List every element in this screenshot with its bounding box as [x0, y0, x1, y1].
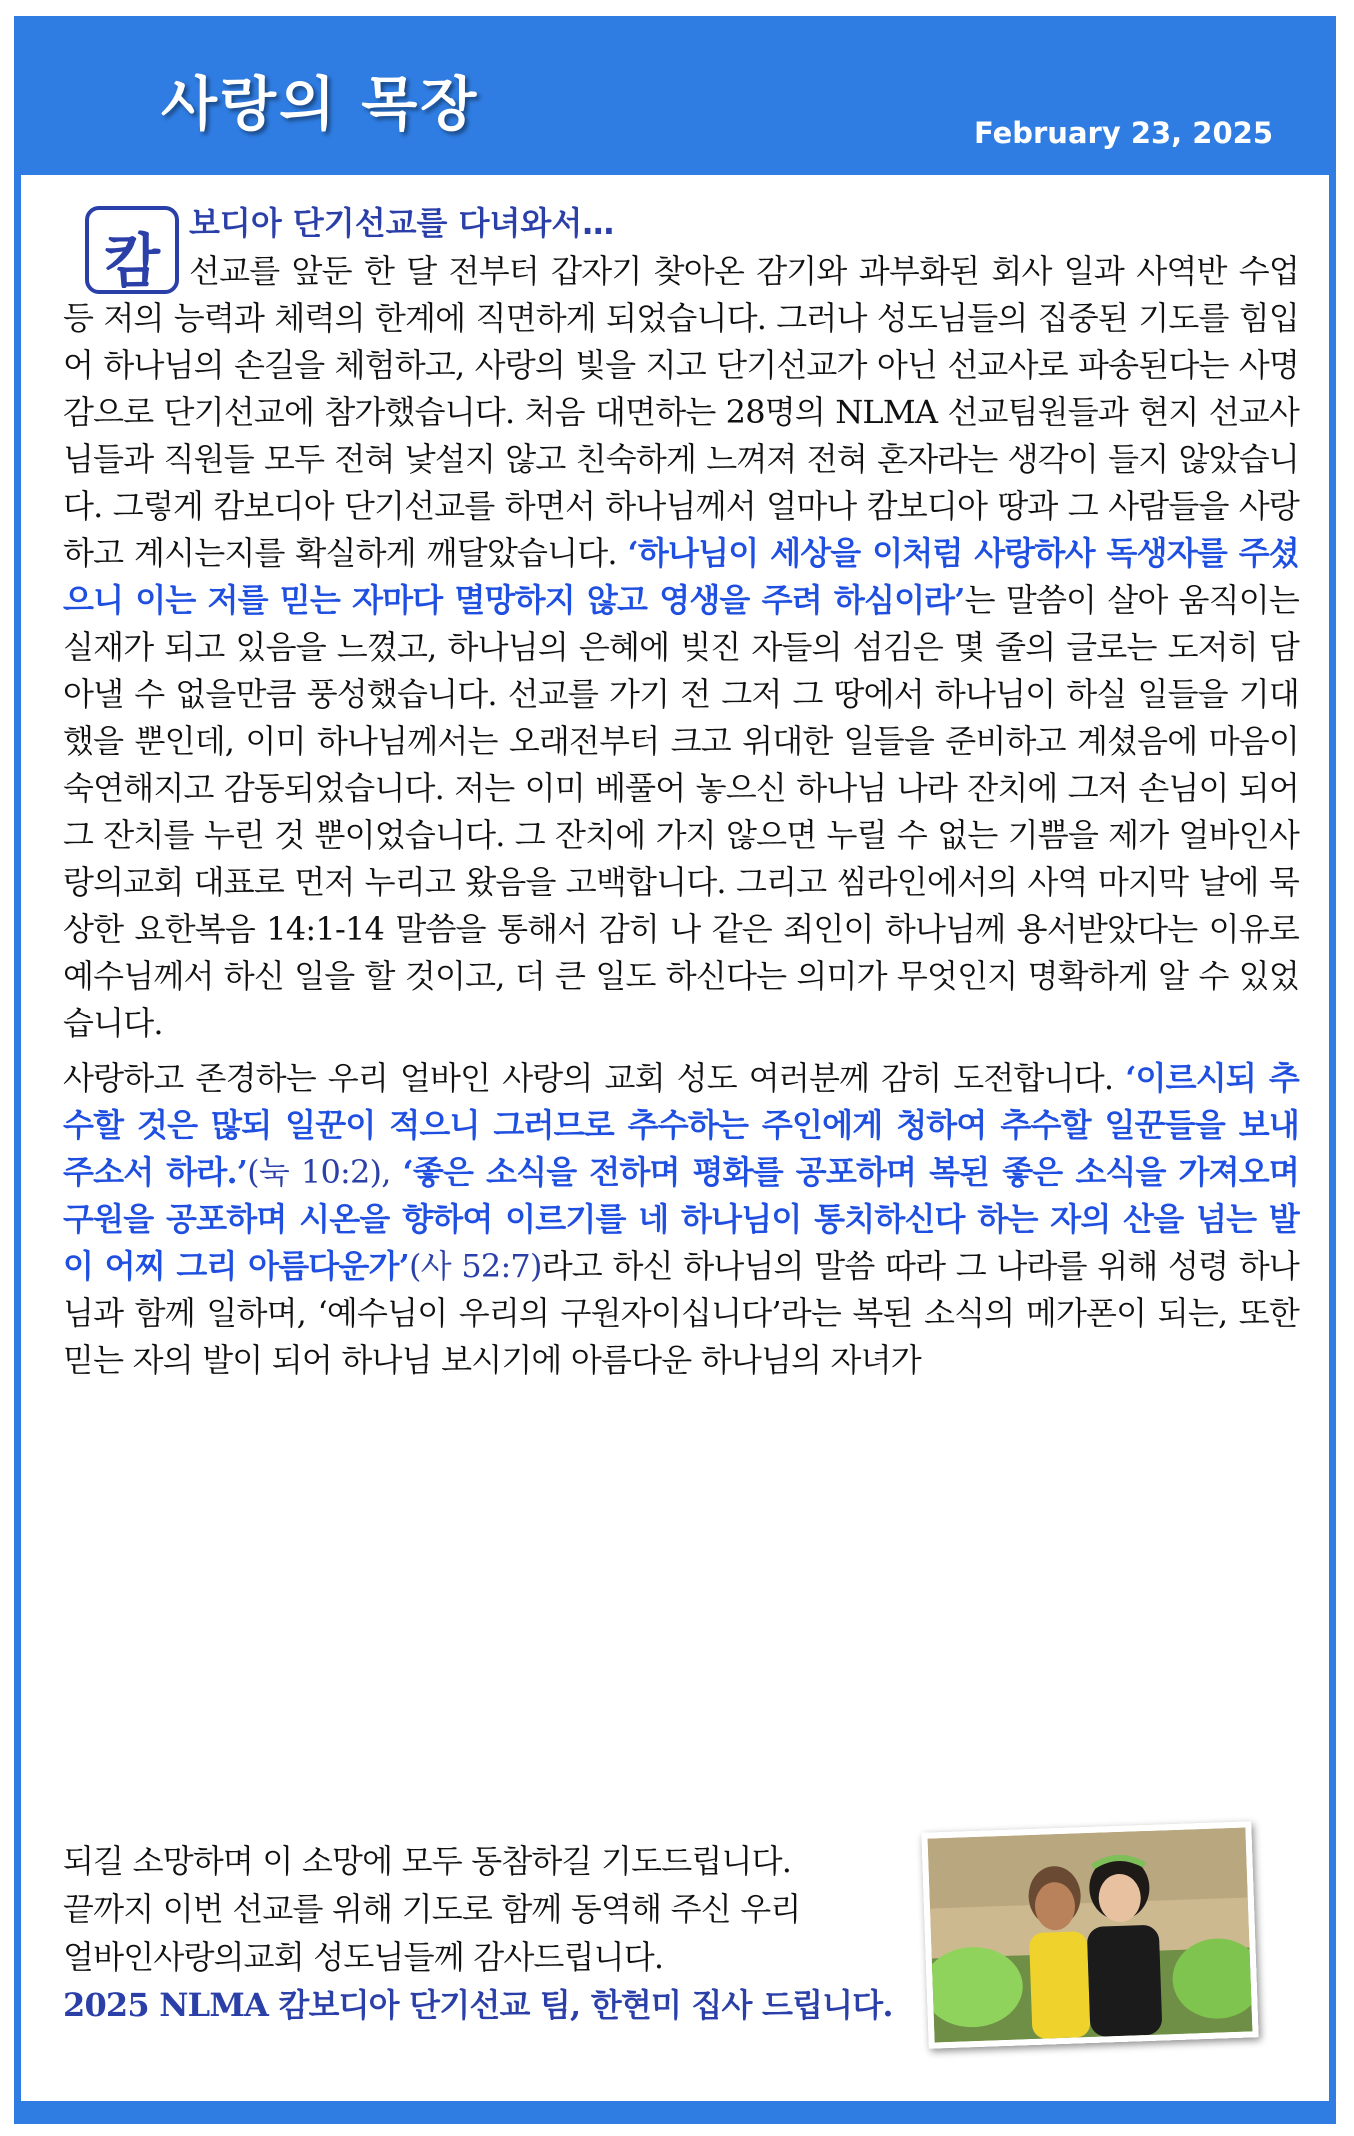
citation-luke: (눅 10:2),	[247, 1153, 403, 1191]
page-title: 사랑의 목장	[161, 70, 480, 138]
footer-band	[21, 2101, 1329, 2117]
article-heading: 보디아 단기선교를 다녀와서…	[189, 204, 615, 242]
page-frame	[14, 16, 1336, 2124]
paragraph-2-text-a: 사랑하고 존경하는 우리 얼바인 사랑의 교회 성도 여러분께 감히 도전합니다.	[63, 1059, 1126, 1097]
photo-illustration	[928, 1828, 1253, 2043]
closing-line-3: 얼바인사랑의교회 성도님들께 감사드립니다.	[63, 1938, 664, 1976]
citation-isaiah: (사 52:7)	[409, 1247, 542, 1285]
scripture-quote-luke: ‘이르시되 추수할 것은 많되 일꾼이 적으니 그러므로 추수하는 주인에게 청하여 추수할 일꾼들을 보내 주소서 하라.’	[63, 1059, 1299, 1191]
paragraph-1-text-b: 는 말씀이 살아 움직이는 실재가 되고 있음을 느꼈고, 하나님의 은혜에 빚진 자들의 섬김은 몇 줄의 글로는 도저히 담아낼 수 없을만큼 풍성했습니다. 선교를 가기 전 그저 그 땅에서 하나님이 하실 일들을 기대했을 뿐인데, 이미 하나님께서는 오래전부터 크고 위대한 일들을 준비하고 계셨음에 마음이 숙연해지고 감동되었습니다. 저는 이미 베풀어 놓으신 하나님 나라 잔치에 그저 손님이 되어 그 잔치를 누린 것 뿐이었습니다. 그 잔치에 가지 않으면 누릴 수 없는 기쁨을 제가 얼바인사랑의교회 대표로 먼저 누리고 왔음을 고백합니다. 그리고 씸라인에서의 사역 마지막 날에 묵상한 요한복음 14:1-14 말씀을 통해서 감히 나 같은 죄인이 하나님께 용서받았다는 이유로 예수님께서 하신 일을 할 것이고, 더 큰 일도 하신다는 의미가 무엇인지 명확하게 알 수 있었습니다.	[63, 581, 1300, 1042]
closing-line-2: 끝까지 이번 선교를 위해 기도로 함께 동역해 주신 우리	[63, 1890, 801, 1928]
closing-line-1: 되길 소망하며 이 소망에 모두 동참하길 기도드립니다.	[63, 1842, 792, 1880]
closing-block	[63, 1837, 923, 2029]
paragraph-1	[63, 248, 1299, 1047]
paragraph-2-text-b: 라고 하신 하나님의 말씀 따라 그 나라를 위해 성령 하나님과 함께 일하며, ‘예수님이 우리의 구원자이십니다’라는 복된 소식의 메가폰이 되는, 또한 믿는 자의 발이 되어 하나님 보시기에 아름다운 하나님의 자녀가	[63, 1247, 1300, 1379]
paragraph-1-text-a: 선교를 앞둔 한 달 전부터 갑자기 찾아온 감기와 과부화된 회사 일과 사역반 수업 등 저의 능력과 체력의 한계에 직면하게 되었습니다. 그러나 성도님들의 집중된 기도를 힘입어 하나님의 손길을 체험하고, 사랑의 빛을 지고 단기선교가 아닌 선교사로 파송된다는 사명감으로 단기선교에 참가했습니다. 처음 대면하는 28명의 NLMA 선교팀원들과 현지 선교사님들과 직원들 모두 전혀 낯설지 않고 친숙하게 느껴져 전혀 혼자라는 생각이 들지 않았습니다. 그렇게 캄보디아 단기선교를 하면서 하나님께서 얼마나 캄보디아 땅과 그 사람들을 사랑하고 계시는지를 확실하게 깨달았습니다.	[63, 252, 1300, 572]
article-body	[63, 186, 1299, 1384]
signature-line: 2025 NLMA 캄보디아 단기선교 팀, 한현미 집사 드립니다.	[63, 1986, 893, 2024]
dropcap-box	[85, 206, 179, 294]
issue-date: February 23, 2025	[973, 116, 1273, 150]
scripture-quote-john: ‘하나님이 세상을 이처럼 사랑하사 독생자를 주셨으니 이는 저를 믿는 자마다 멸망하지 않고 영생을 주려 하심이라’	[63, 534, 1299, 619]
paragraph-2	[63, 1055, 1299, 1384]
dropcap-letter: 캄	[103, 227, 161, 295]
mission-photo	[921, 1821, 1258, 2048]
scripture-quote-isaiah: ‘좋은 소식을 전하며 평화를 공포하며 복된 좋은 소식을 가져오며 구원을 공포하며 시온을 향하여 이르기를 네 하나님이 통치하신다 하는 자의 산을 넘는 발이 어찌 그리 아름다운가’	[63, 1153, 1300, 1285]
header-banner	[21, 23, 1329, 175]
